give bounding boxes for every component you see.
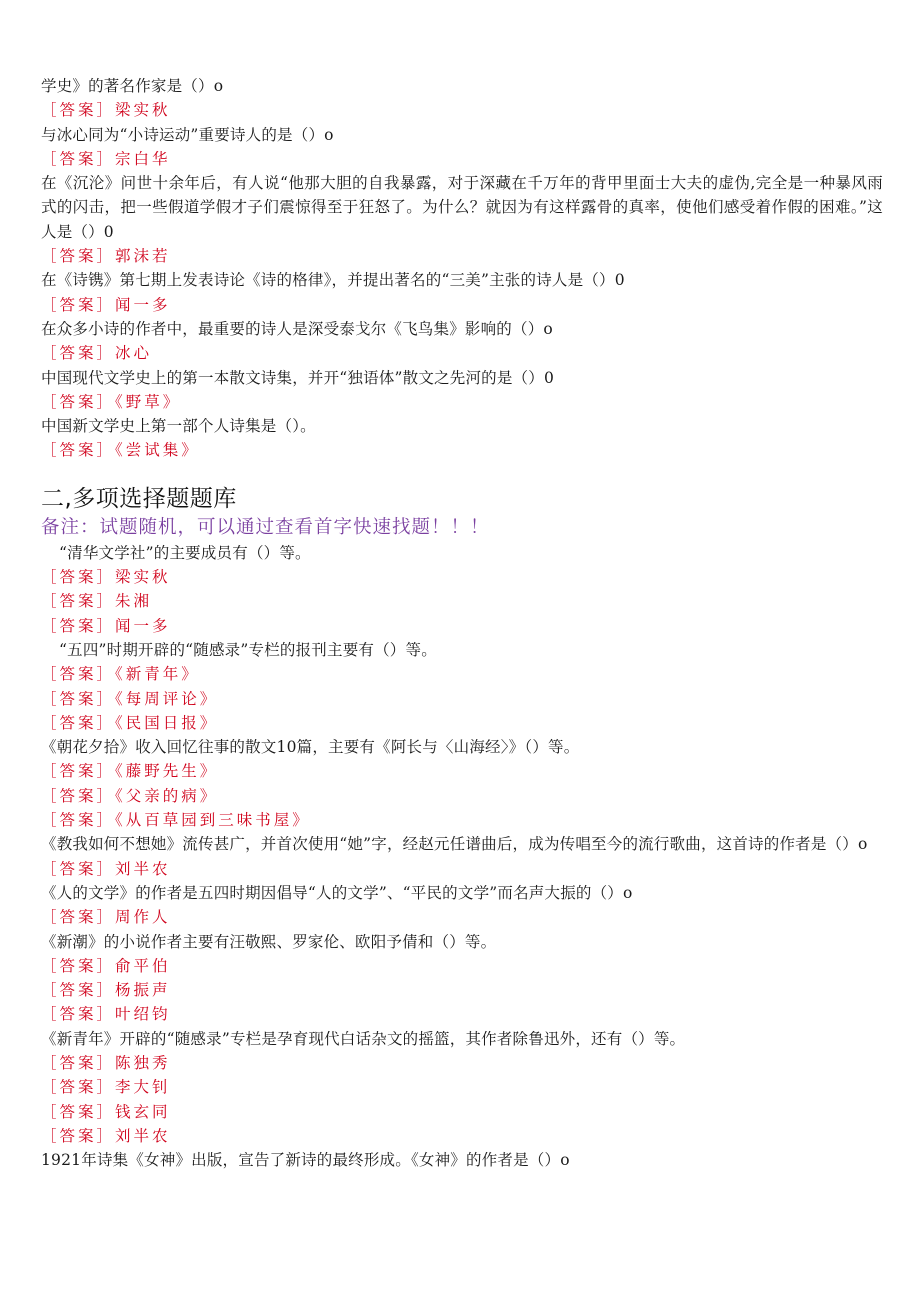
question-text: 《人的文学》的作者是五四时期因倡导“人的文学”、“平民的文学”而名声大振的（）o — [41, 883, 633, 902]
question-text: 学史》的著名作家是（）o — [41, 77, 224, 95]
answer-line: ［答案］杨振声 — [41, 981, 171, 1000]
multiple-choice-section — [41, 541, 883, 1173]
question-text: 《新青年》开辟的“随感录”专栏是孕育现代白话杂文的摇篮，其作者除鲁迅外，还有（）等。 — [41, 1029, 686, 1048]
answer-line: ［答案］冰心 — [41, 344, 153, 363]
question-text: 在《诗镌》第七期上发表诗论《诗的格律》，并提出著名的“三美”主张的诗人是（）0 — [41, 271, 625, 290]
question-text: 1921年诗集《女神》出版，宣告了新诗的最终形成。《女神》的作者是（）o — [41, 1151, 570, 1170]
answer-line: ［答案］闻一多 — [41, 616, 171, 635]
answer-line: ［答案］闻一多 — [41, 295, 171, 314]
question-text: “清华文学社”的主要成员有（）等。 — [59, 543, 311, 562]
answer-line: ［答案］《新青年》 — [41, 665, 200, 684]
answer-line: ［答案］李大钊 — [41, 1078, 171, 1097]
answer-line: ［答案］刘半农 — [41, 859, 171, 878]
answer-line: ［答案］朱湘 — [41, 592, 153, 611]
answer-line: ［答案］钱玄同 — [41, 1102, 171, 1121]
question-text: 《新潮》的小说作者主要有汪敬熙、罗家伦、欧阳予倩和（）等。 — [41, 932, 497, 951]
question-text: 在众多小诗的作者中，最重要的诗人是深受泰戈尔《飞鸟集》影响的（）o — [41, 319, 553, 338]
question-text: 中国现代文学史上的第一本散文诗集，并开“独语体”散文之先河的是（）0 — [41, 368, 555, 387]
answer-line: ［答案］《野草》 — [41, 392, 182, 411]
answer-line: ［答案］《父亲的病》 — [41, 786, 219, 805]
answer-line: ［答案］俞平伯 — [41, 956, 171, 975]
section-heading: 二,多项选择题题库 — [41, 485, 237, 512]
question-text: 《教我如何不想她》流传甚广，并首次使用“她”字，经赵元任谱曲后，成为传唱至今的流行歌曲，这首诗的作者是（）o — [41, 835, 868, 854]
answer-line: ［答案］《藤野先生》 — [41, 762, 219, 781]
answer-line: ［答案］《每周评论》 — [41, 689, 219, 708]
answer-line: ［答案］叶绍钧 — [41, 1005, 171, 1024]
question-text: 中国新文学史上第一部个人诗集是（）。 — [41, 417, 316, 436]
search-tip-note: 备注：试题随机，可以通过查看首字快速找题！！！ — [41, 516, 490, 538]
answer-line: ［答案］陈独秀 — [41, 1053, 171, 1072]
answer-line: ［答案］宗白华 — [41, 149, 171, 168]
answer-line: ［答案］《尝试集》 — [41, 441, 200, 460]
question-text: 在《沉沦》问世十余年后，有人说“他那大胆的自我暴露，对于深藏在千万年的背甲里面士大夫的虚伪,完全是一种暴风雨式的闪击，把一些假道学假才子们震惊得至于狂怒了。为什么？就因为有这样露骨的真率，使他们感受着作假的困难。”这人是（）0 — [41, 174, 883, 241]
answer-line: ［答案］梁实秋 — [41, 101, 171, 120]
answer-line: ［答案］《民国日报》 — [41, 713, 219, 732]
answer-line: ［答案］郭沫若 — [41, 247, 171, 266]
question-text: “五四”时期开辟的“随感录”专栏的报刊主要有（）等。 — [59, 640, 437, 659]
answer-line: ［答案］周作人 — [41, 908, 171, 927]
answer-line: ［答案］《从百草园到三味书屋》 — [41, 811, 311, 830]
single-choice-section-tail — [41, 74, 883, 463]
question-text: 《朝花夕拾》收入回忆往事的散文10篇，主要有《阿长与〈山海经〉》（）等。 — [41, 738, 580, 757]
answer-line: ［答案］刘半农 — [41, 1126, 171, 1145]
question-text: 与冰心同为“小诗运动”重要诗人的是（）o — [41, 125, 334, 144]
document-page — [41, 74, 883, 1172]
answer-line: ［答案］梁实秋 — [41, 568, 171, 587]
